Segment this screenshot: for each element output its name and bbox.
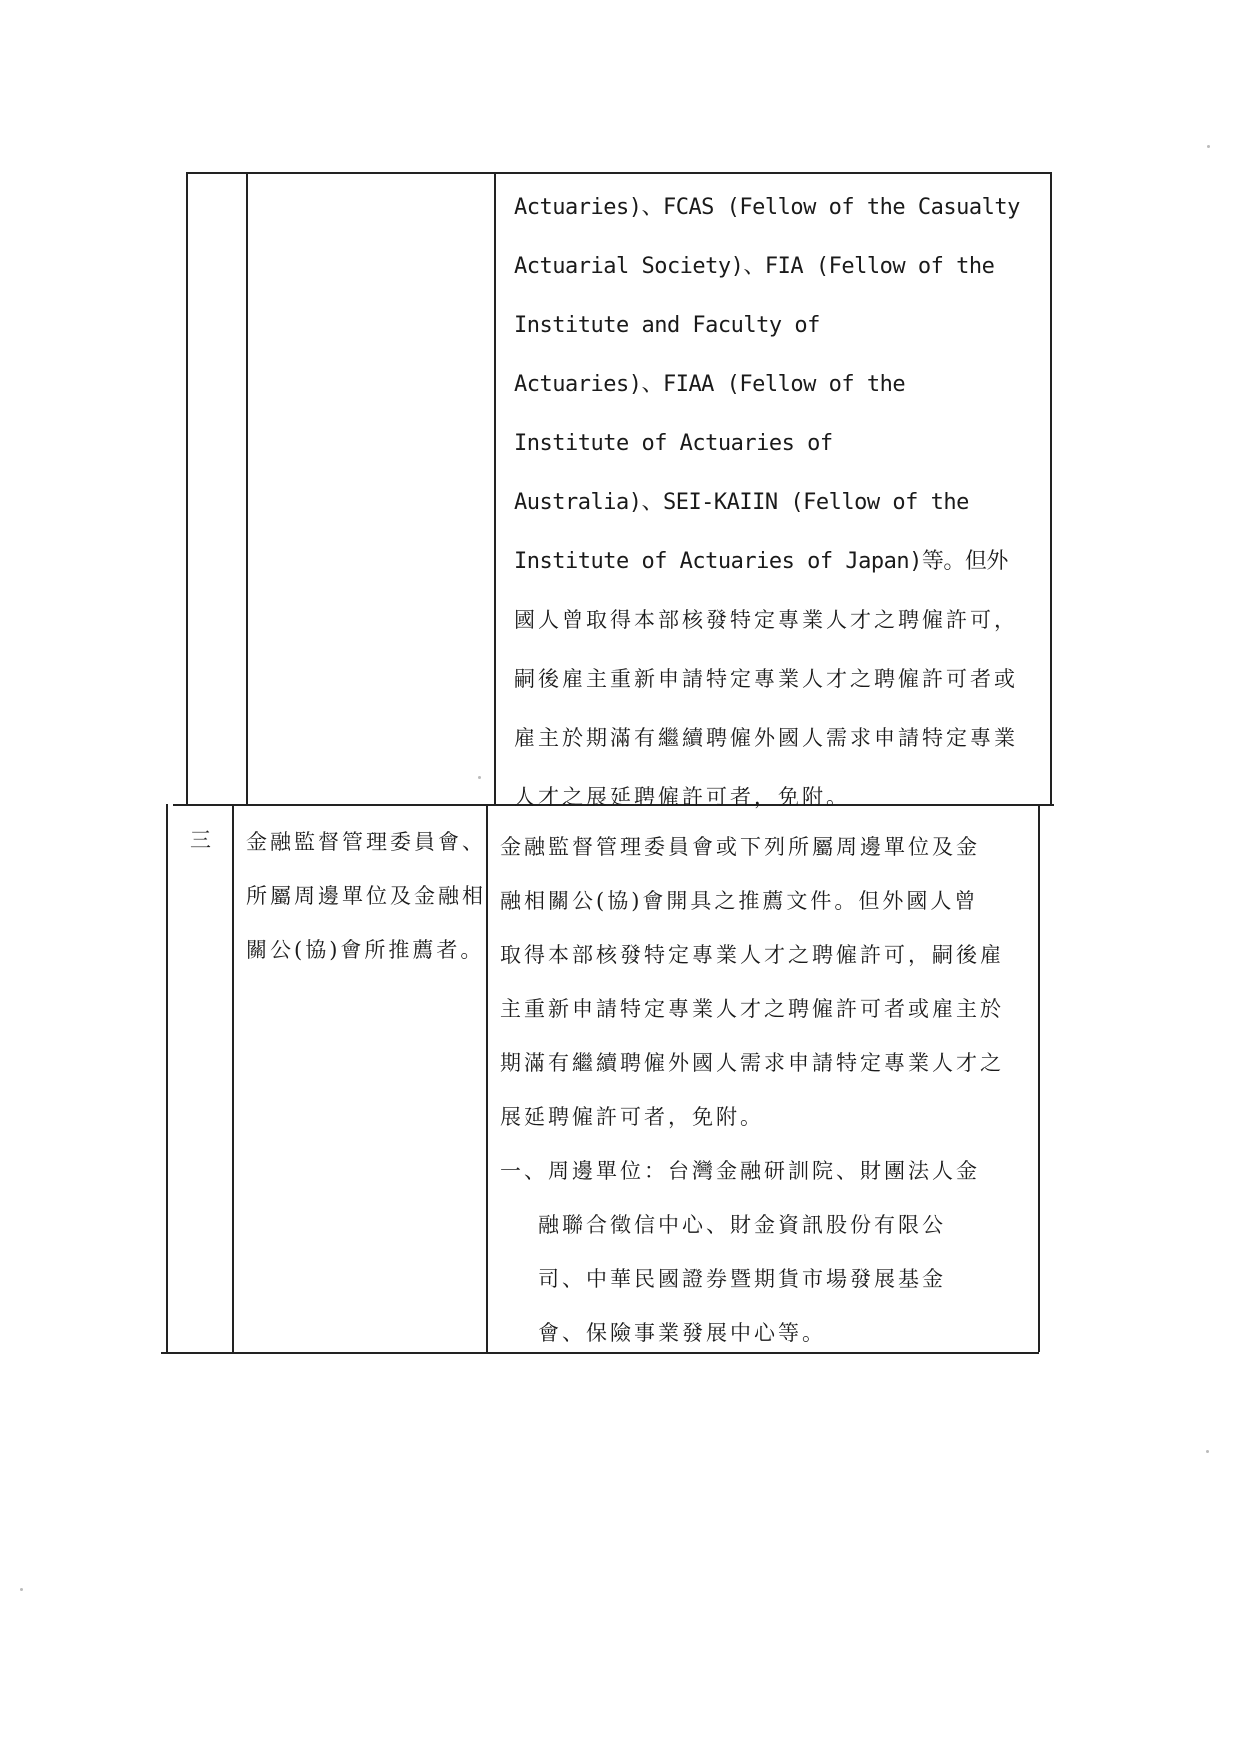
text-line: Institute and Faculty of bbox=[514, 313, 820, 338]
text-line: 期滿有繼續聘僱外國人需求申請特定專業人才之 bbox=[500, 1051, 1004, 1075]
list-item-continuation: 司、中華民國證券暨期貨市場發展基金 bbox=[538, 1267, 946, 1291]
text-line: 國人曾取得本部核發特定專業人才之聘僱許可， bbox=[514, 608, 1018, 632]
list-item: 一、周邊單位：台灣金融研訓院、財團法人金 bbox=[500, 1159, 980, 1183]
col2-divider-lower bbox=[486, 804, 488, 1352]
scan-speck bbox=[478, 776, 481, 779]
table-right-border-upper bbox=[1050, 172, 1052, 804]
text-line: 金融監督管理委員會或下列所屬周邊單位及金 bbox=[500, 835, 980, 859]
text-line: 人才之展延聘僱許可者，免附。 bbox=[514, 785, 850, 809]
scan-speck bbox=[1207, 145, 1210, 148]
row-three-requirement-text bbox=[500, 820, 1004, 1360]
text-line: 嗣後雇主重新申請特定專業人才之聘僱許可者或 bbox=[514, 667, 1018, 691]
text-line: Australia)、SEI-KAIIN (Fellow of the bbox=[514, 490, 969, 515]
list-item-continuation: 會、保險事業發展中心等。 bbox=[538, 1321, 826, 1345]
text-line: Actuaries)、FIAA (Fellow of the bbox=[514, 372, 906, 397]
text-line: Actuarial Society)、FIA (Fellow of the bbox=[514, 254, 995, 279]
text-line: 展延聘僱許可者，免附。 bbox=[500, 1105, 764, 1129]
text-line: 所屬周邊單位及金融相 bbox=[246, 884, 486, 908]
row-number: 三 bbox=[190, 828, 214, 852]
text-line: Institute of Actuaries of bbox=[514, 431, 833, 456]
text-line: 融相關公(協)會開具之推薦文件。但外國人曾 bbox=[500, 889, 979, 913]
table-left-border-upper bbox=[186, 172, 188, 804]
text-line: 取得本部核發特定專業人才之聘僱許可，嗣後雇 bbox=[500, 943, 1004, 967]
col1-divider-lower bbox=[232, 804, 234, 1352]
col2-divider-upper bbox=[494, 172, 496, 804]
table-top-border bbox=[186, 172, 1052, 174]
text-line: 雇主於期滿有繼續聘僱外國人需求申請特定專業 bbox=[514, 726, 1018, 750]
scan-speck bbox=[20, 1588, 23, 1591]
col1-divider-upper bbox=[246, 172, 248, 804]
continuation-cell-text bbox=[514, 178, 1020, 827]
text-line: Actuaries)、FCAS (Fellow of the Casualty bbox=[514, 195, 1020, 220]
table-left-border-lower bbox=[166, 804, 168, 1352]
table-right-border-lower bbox=[1038, 804, 1040, 1352]
text-line: 金融監督管理委員會、 bbox=[246, 830, 486, 854]
list-item-continuation: 融聯合徵信中心、財金資訊股份有限公 bbox=[538, 1213, 946, 1237]
row-three-category-text bbox=[246, 815, 486, 977]
text-line: 關公(協)會所推薦者。 bbox=[246, 938, 485, 962]
text-line: 主重新申請特定專業人才之聘僱許可者或雇主於 bbox=[500, 997, 1004, 1021]
text-line: Institute of Actuaries of Japan)等。但外 bbox=[514, 549, 1008, 574]
scan-speck bbox=[1206, 1450, 1209, 1453]
